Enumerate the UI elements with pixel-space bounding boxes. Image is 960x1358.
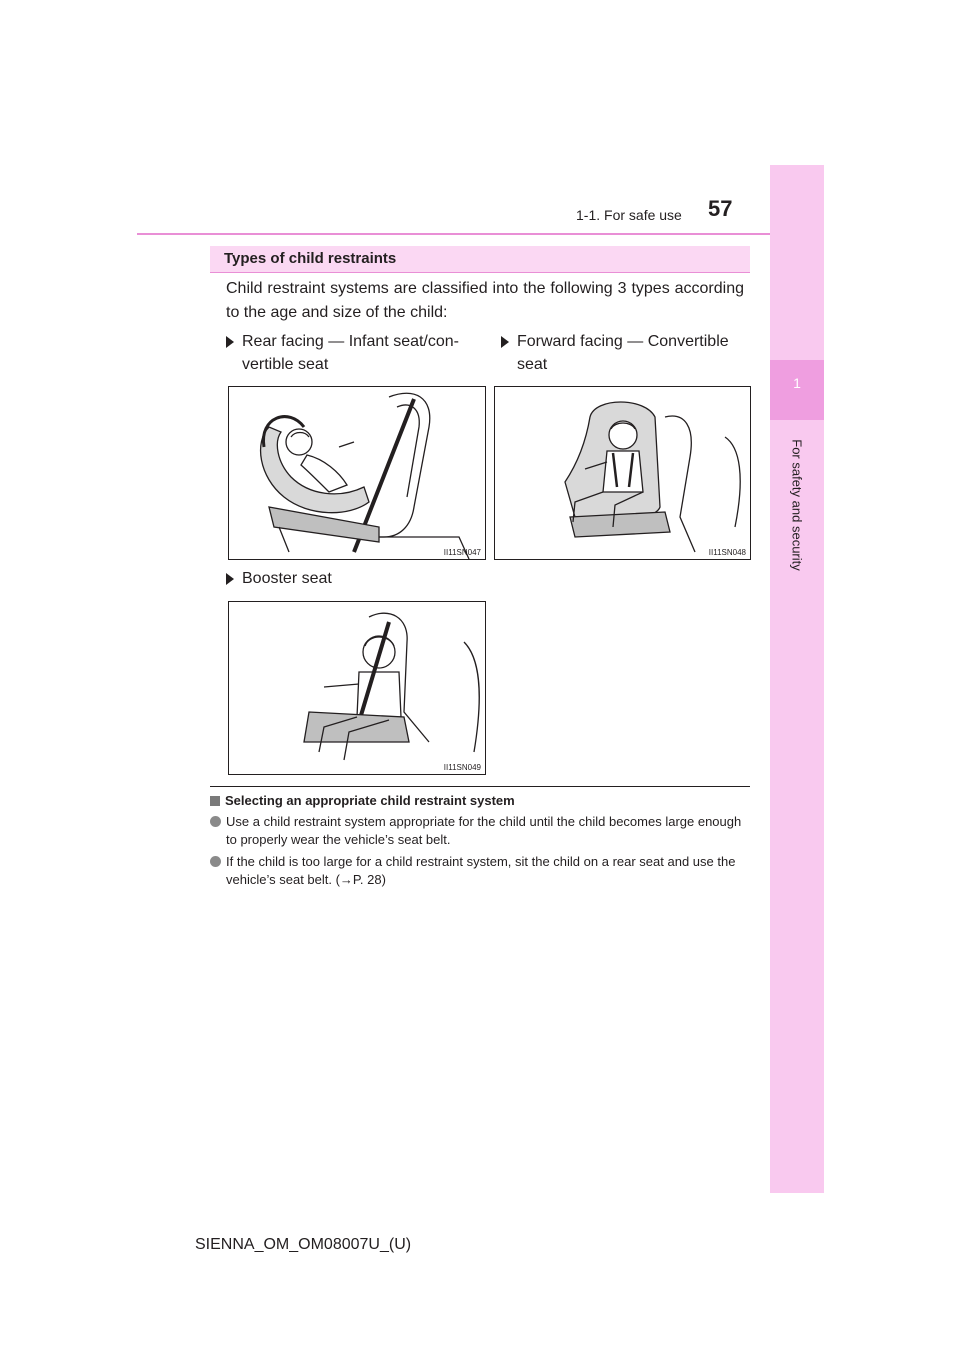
illustration-rear-facing-seat: [228, 386, 486, 560]
section-title: Types of child restraints: [224, 250, 397, 267]
note-heading: Selecting an appropriate child restraint system: [210, 793, 515, 808]
circle-bullet-icon: [210, 856, 221, 867]
figure-caption-forward-facing: Forward facing — Convertible seat: [517, 330, 747, 376]
square-bullet-icon: [210, 796, 220, 806]
circle-bullet-icon: [210, 816, 221, 827]
document-id: SIENNA_OM_OM08007U_(U): [195, 1236, 412, 1253]
triangle-bullet-icon: [501, 336, 509, 348]
illustration-forward-facing-seat: [494, 386, 751, 560]
intro-paragraph: Child restraint systems are classified into the following 3 types according to the age and size of the child:: [226, 280, 744, 321]
note-divider: [210, 786, 750, 787]
chapter-number: 1: [793, 375, 801, 391]
chapter-title: For safety and security: [789, 439, 805, 571]
figure-caption-booster: Booster seat: [242, 567, 332, 590]
note-bullet: Use a child restraint system appropriate for the child until the child becomes large enough to properly wear the vehicle’s seat belt.: [226, 813, 750, 849]
figure-caption-rear-facing: Rear facing — Infant seat/con- vertible seat: [242, 330, 482, 376]
note-bullet: If the child is too large for a child restraint system, sit the child on a rear seat and use the vehicle’s seat belt. (→P. 28): [226, 853, 750, 889]
page-number: 57: [708, 196, 733, 221]
section-reference: 1-1. For safe use: [576, 207, 682, 223]
header-rule: [137, 233, 824, 235]
figure-code: II11SN047: [443, 548, 481, 557]
triangle-bullet-icon: [226, 573, 234, 585]
chapter-side-tab: [770, 165, 824, 1193]
triangle-bullet-icon: [226, 336, 234, 348]
illustration-booster-seat: [228, 601, 486, 775]
figure-code: II11SN048: [708, 548, 746, 557]
section-title-bar: [210, 246, 750, 273]
figure-code: II11SN049: [443, 763, 481, 772]
